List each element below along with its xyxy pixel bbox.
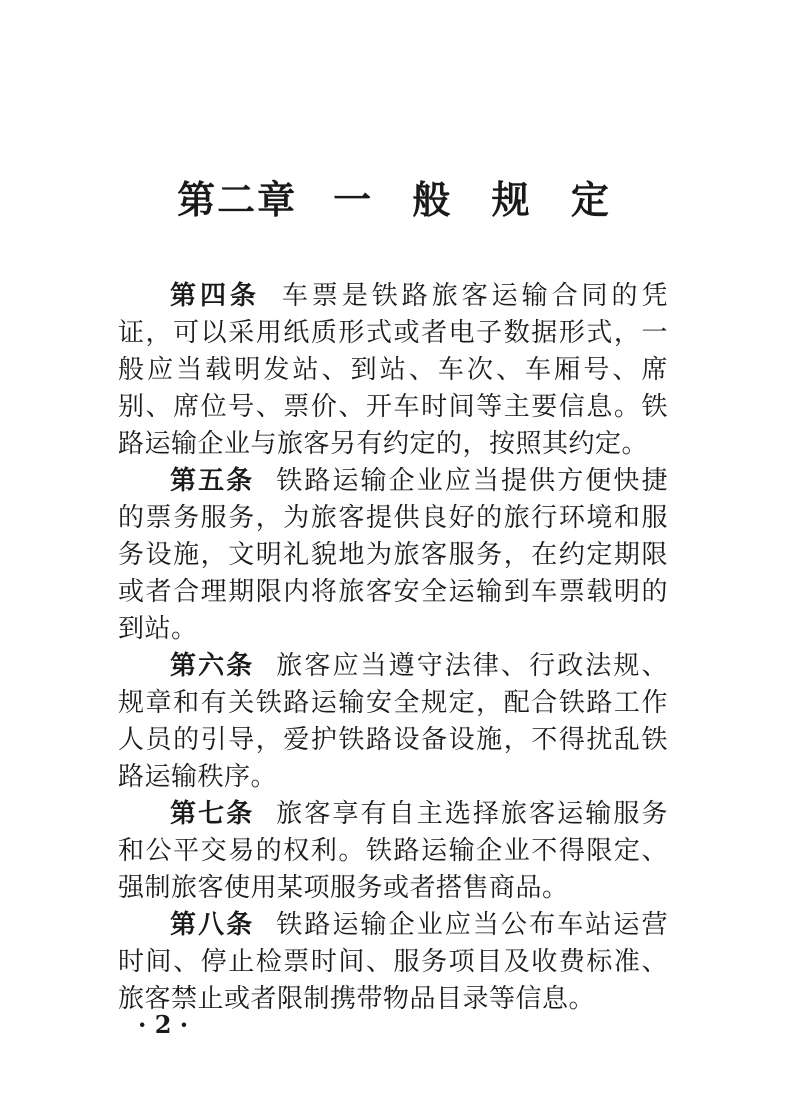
article-label: 第四条 <box>170 281 260 311</box>
article-6 <box>118 648 668 796</box>
article-text: 旅客应当遵守法律、行政法规、规章和有关铁路运输安全规定，配合铁路工作人员的引导，爱护铁路设备设施，不得扰乱铁路运输秩序。 <box>118 651 668 792</box>
article-text: 铁路运输企业应当公布车站运营时间、停止检票时间、服务项目及收费标准、旅客禁止或者限制携带物品目录等信息。 <box>118 910 668 1014</box>
article-8 <box>118 907 668 1018</box>
chapter-number: 第二章 <box>177 177 298 222</box>
article-label: 第五条 <box>170 466 255 496</box>
article-text: 旅客享有自主选择旅客运输服务和公平交易的权利。铁路运输企业不得限定、强制旅客使用某项服务或者搭售商品。 <box>118 799 668 903</box>
article-text: 车票是铁路旅客运输合同的凭证，可以采用纸质形式或者电子数据形式，一般应当载明发站、到站、车次、车厢号、席别、席位号、票价、开车时间等主要信息。铁路运输企业与旅客另有约定的，按照其约定。 <box>118 281 668 459</box>
page-number: · 2 · <box>138 1010 189 1039</box>
article-label: 第八条 <box>170 910 255 940</box>
article-text: 铁路运输企业应当提供方便快捷的票务服务，为旅客提供良好的旅行环境和服务设施，文明礼貌地为旅客服务，在约定期限或者合理期限内将旅客安全运输到车票载明的到站。 <box>118 466 668 644</box>
article-label: 第六条 <box>170 651 255 681</box>
article-5 <box>118 463 668 648</box>
article-label: 第七条 <box>170 799 255 829</box>
article-4 <box>118 278 668 463</box>
chapter-heading <box>0 172 800 228</box>
article-7 <box>118 796 668 907</box>
chapter-body <box>118 278 668 1018</box>
chapter-title: 一 般 规 定 <box>333 177 623 222</box>
